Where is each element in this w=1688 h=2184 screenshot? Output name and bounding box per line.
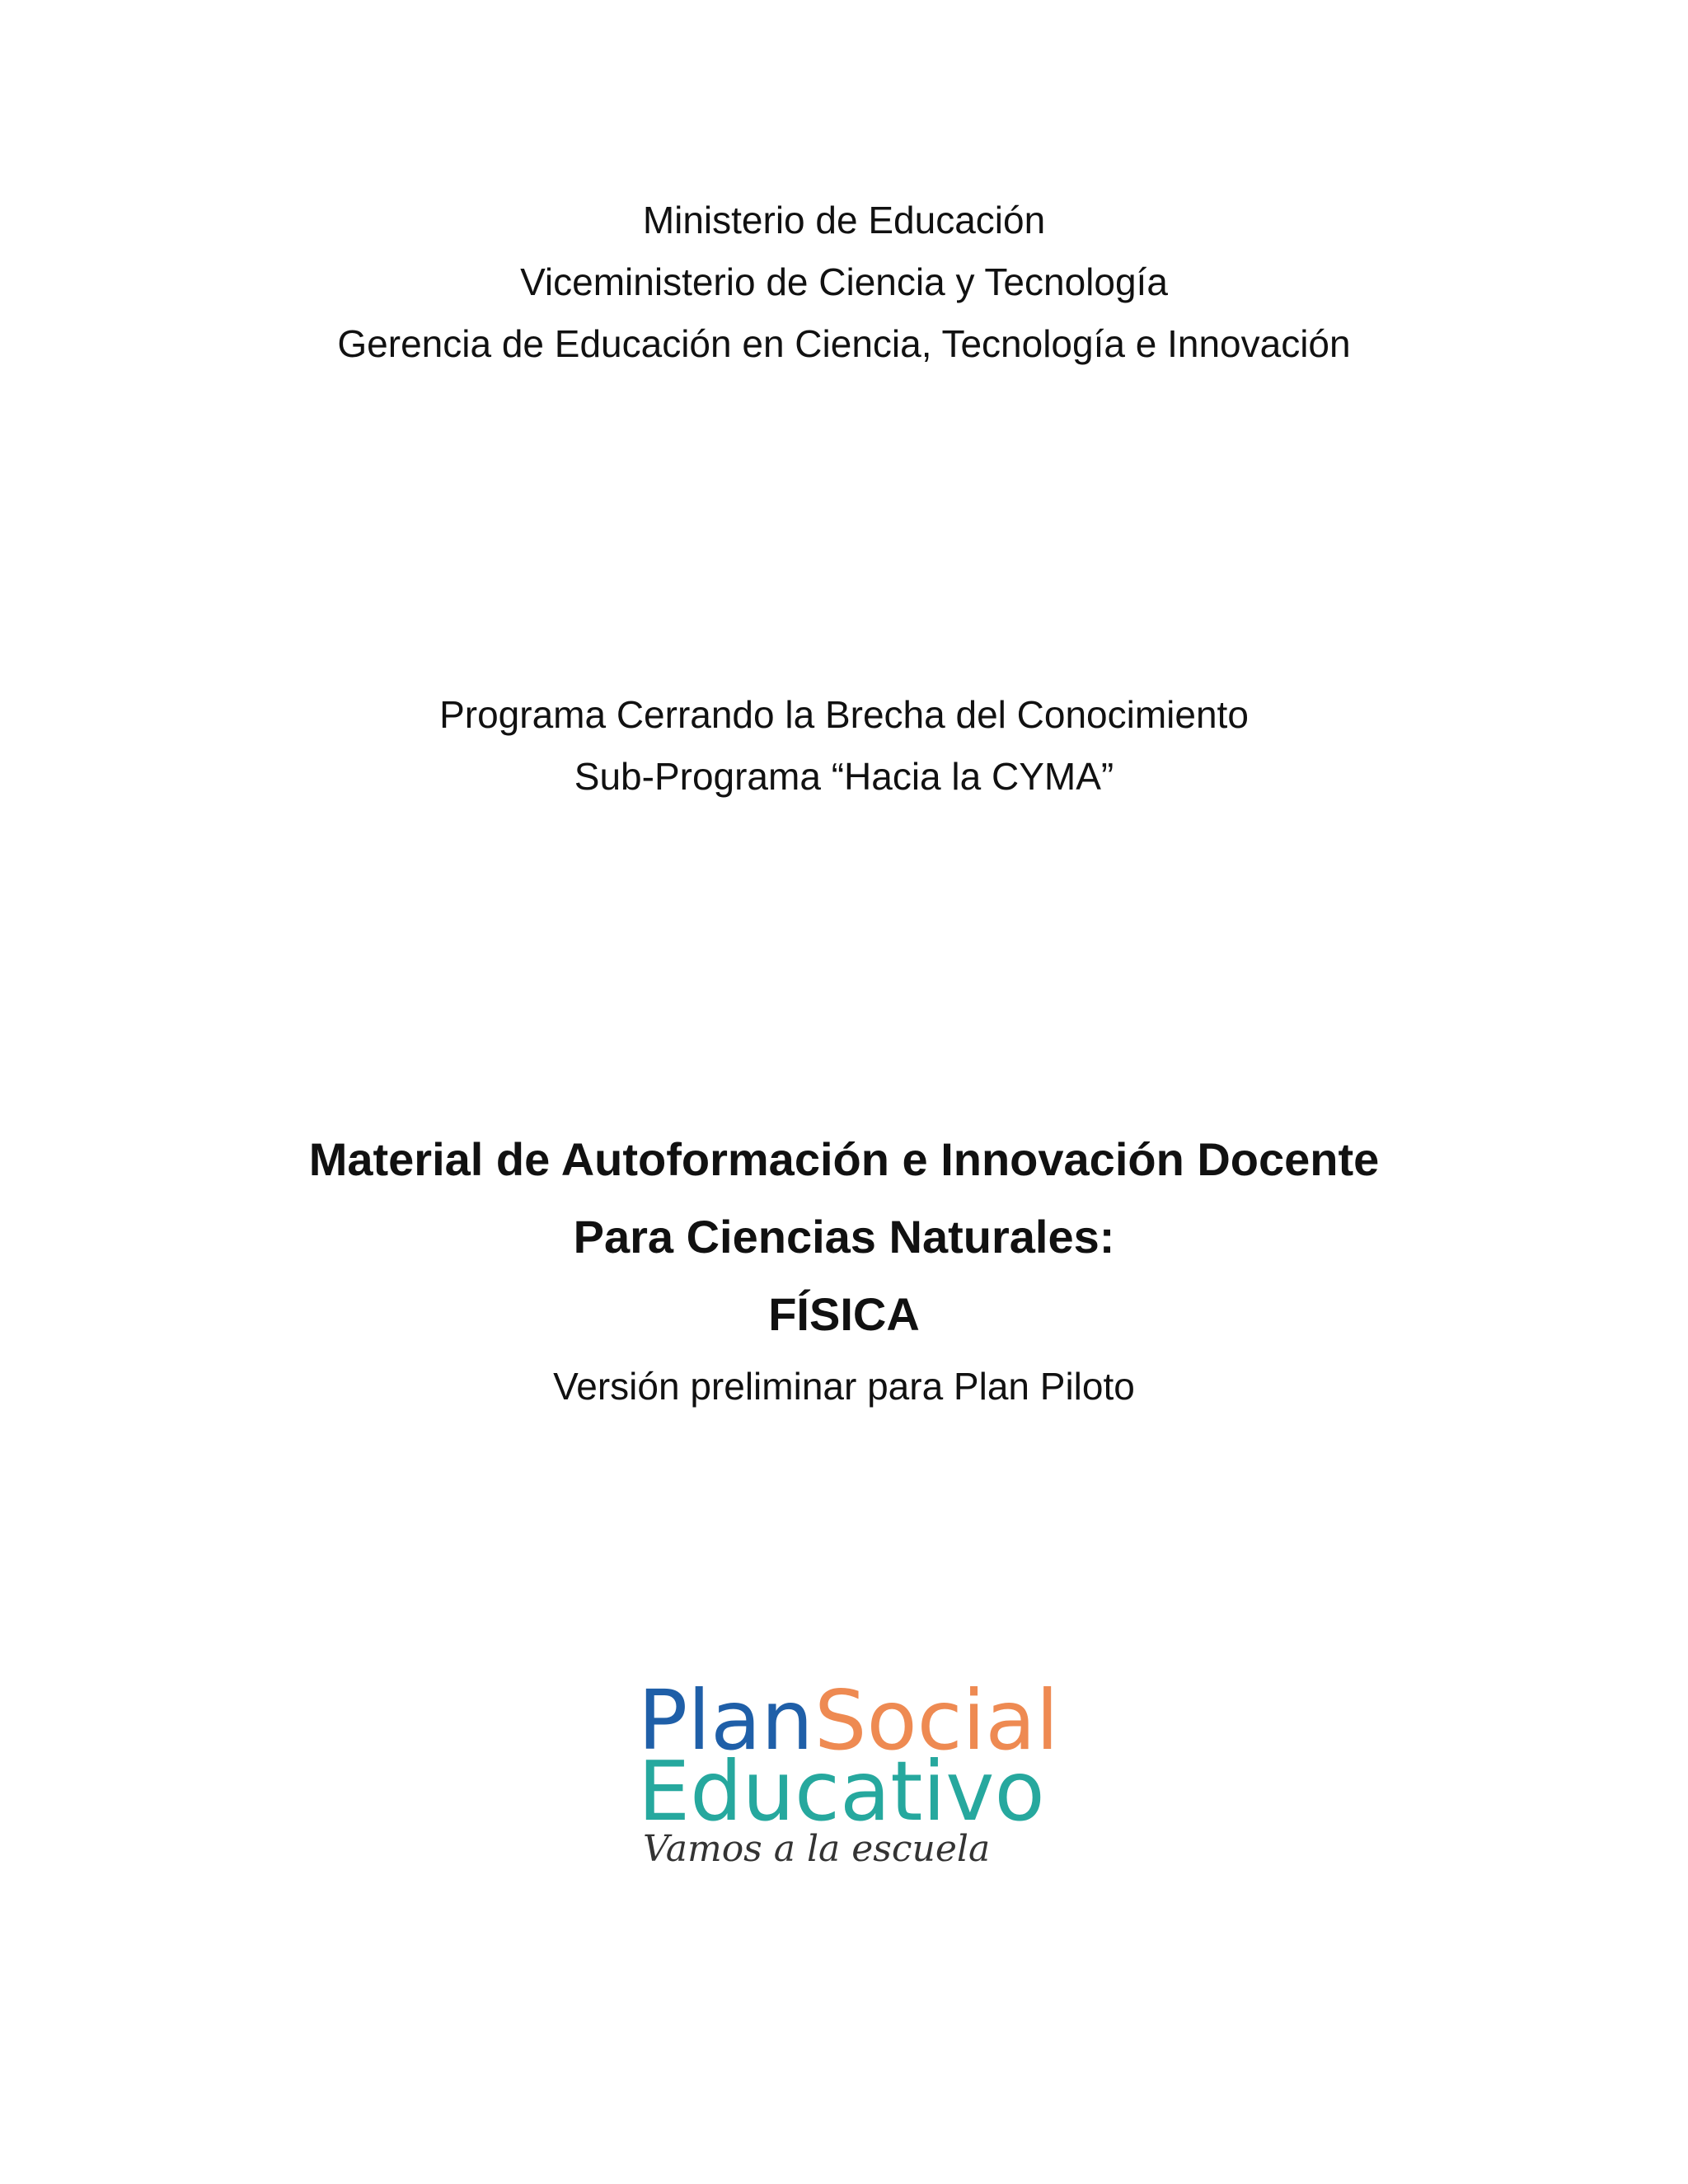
program-line: Programa Cerrando la Brecha del Conocimiento (439, 693, 1249, 736)
logo-word-plan: Plan (638, 1673, 814, 1769)
version-subtitle: Versión preliminar para Plan Piloto (553, 1365, 1135, 1408)
title-line-physics: FÍSICA (768, 1288, 920, 1340)
header-line-ministry: Ministerio de Educación (642, 199, 1046, 241)
document-title (0, 1121, 1688, 1419)
logo-graphic (635, 1673, 1063, 1871)
header-institution (0, 190, 1688, 375)
subprogram-line: Sub-Programa “Hacia la CYMA” (574, 755, 1114, 798)
logo-word-educativo: Educativo (638, 1743, 1045, 1840)
title-line-subject-area: Para Ciencias Naturales: (573, 1211, 1115, 1263)
header-line-vice-ministry: Viceministerio de Ciencia y Tecnología (520, 260, 1168, 303)
logo-word-social: Social (814, 1673, 1059, 1769)
program-info (0, 684, 1688, 808)
header-line-management: Gerencia de Educación en Ciencia, Tecnología e Innovación (337, 322, 1351, 365)
logo-tagline: Vamos a la escuela (643, 1828, 991, 1870)
title-line-material: Material de Autoformación e Innovación Docente (308, 1133, 1380, 1185)
plan-social-educativo-logo (635, 1673, 1063, 1871)
